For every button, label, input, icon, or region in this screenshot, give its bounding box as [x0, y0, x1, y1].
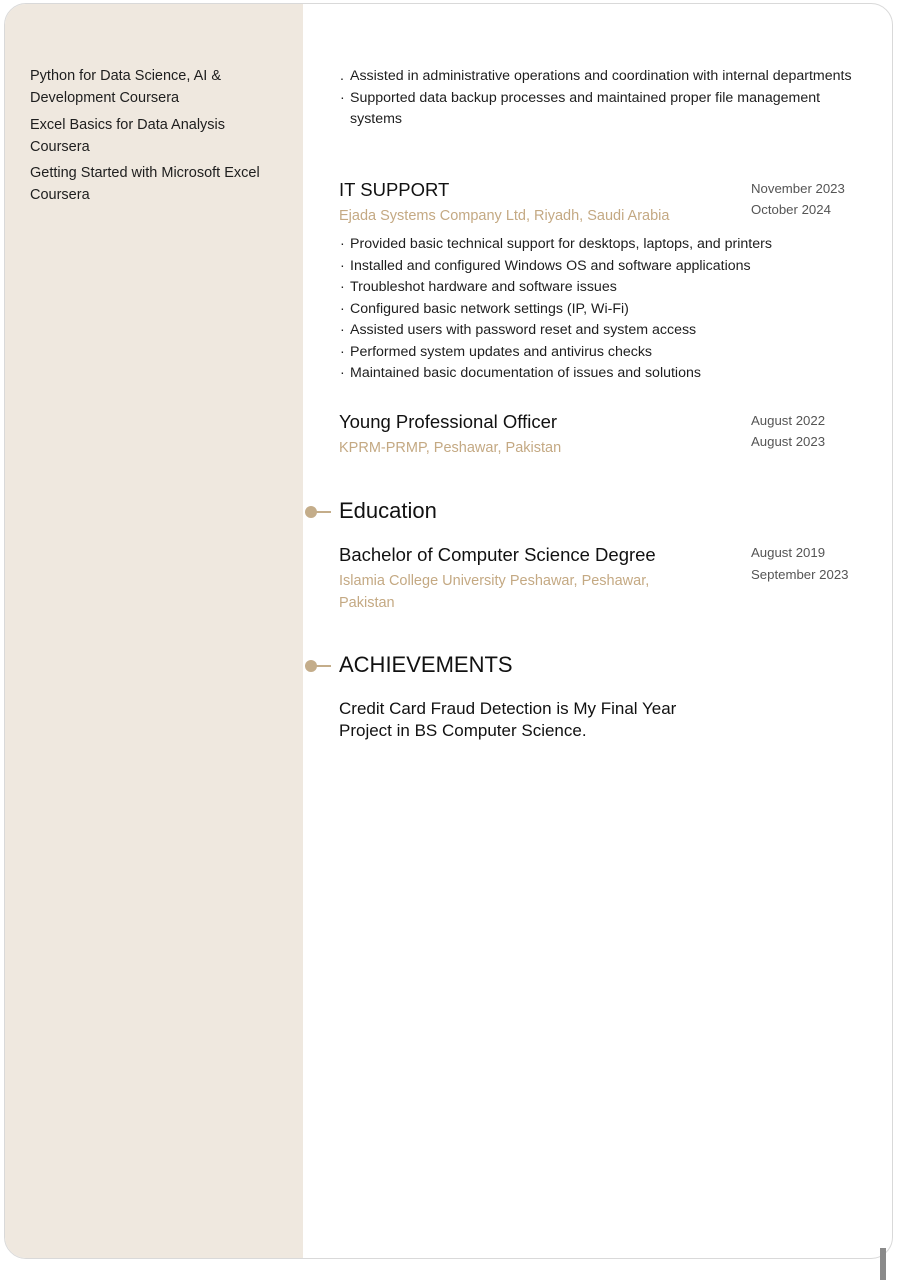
job-organization: Ejada Systems Company Ltd, Riyadh, Saudi Arabia	[339, 208, 670, 224]
section-marker-icon	[305, 506, 331, 518]
section-heading-achievements: ACHIEVEMENTS	[339, 652, 513, 677]
list-item: · Performed system updates and antivirus checks	[338, 342, 863, 364]
job-title: Young Professional Officer	[339, 411, 558, 432]
list-item: . Assisted in administrative operations and coordination with internal departments	[338, 66, 863, 88]
achievement-text: Credit Card Fraud Detection is My Final Year Project in BS Computer Science.	[339, 699, 677, 740]
job-bullets	[338, 234, 863, 385]
bullet-marker: ·	[340, 322, 345, 338]
bullet-marker: ·	[340, 236, 345, 252]
education-end-date: September 2023	[751, 567, 849, 582]
certification-item: Getting Started with Microsoft Excel Coursera	[30, 165, 260, 203]
previous-job-bullets	[338, 66, 863, 131]
institution: Islamia College University Peshawar, Peshawar, Pakistan	[339, 573, 650, 611]
job-start-date: August 2022	[751, 413, 826, 428]
list-item: · Installed and configured Windows OS and software applications	[338, 256, 863, 278]
section-heading-education: Education	[339, 498, 437, 523]
job-start-date: November 2023	[751, 181, 845, 196]
bullet-marker: ·	[340, 89, 345, 106]
job-title: IT SUPPORT	[339, 179, 450, 200]
list-item: · Maintained basic documentation of issues and solutions	[338, 363, 863, 385]
list-item: · Supported data backup processes and maintained proper file management systems	[340, 89, 821, 127]
section-marker-icon	[305, 660, 331, 672]
list-item: · Provided basic technical support for desktops, laptops, and printers	[338, 234, 863, 256]
education-start-date: August 2019	[751, 545, 826, 560]
bullet-marker: ·	[340, 365, 345, 381]
bullet-marker: ·	[340, 279, 345, 295]
certification-item: Excel Basics for Data Analysis Coursera	[30, 117, 226, 155]
list-item: · Assisted users with password reset and system access	[338, 320, 863, 342]
certification-item: Python for Data Science, AI & Development Coursera	[30, 68, 222, 106]
job-end-date: October 2024	[751, 202, 831, 217]
job-end-date: August 2023	[751, 434, 826, 449]
list-item: · Configured basic network settings (IP, Wi-Fi)	[338, 299, 863, 321]
job-organization: KPRM-PRMP, Peshawar, Pakistan	[339, 440, 562, 456]
degree-title: Bachelor of Computer Science Degree	[339, 544, 656, 565]
bullet-marker: ·	[340, 343, 345, 360]
bullet-marker: ·	[340, 257, 345, 274]
list-item: · Troubleshot hardware and software issues	[338, 277, 863, 299]
bullet-marker: .	[340, 68, 344, 84]
scrollbar-handle[interactable]	[880, 1248, 886, 1280]
bullet-marker: ·	[340, 300, 345, 317]
